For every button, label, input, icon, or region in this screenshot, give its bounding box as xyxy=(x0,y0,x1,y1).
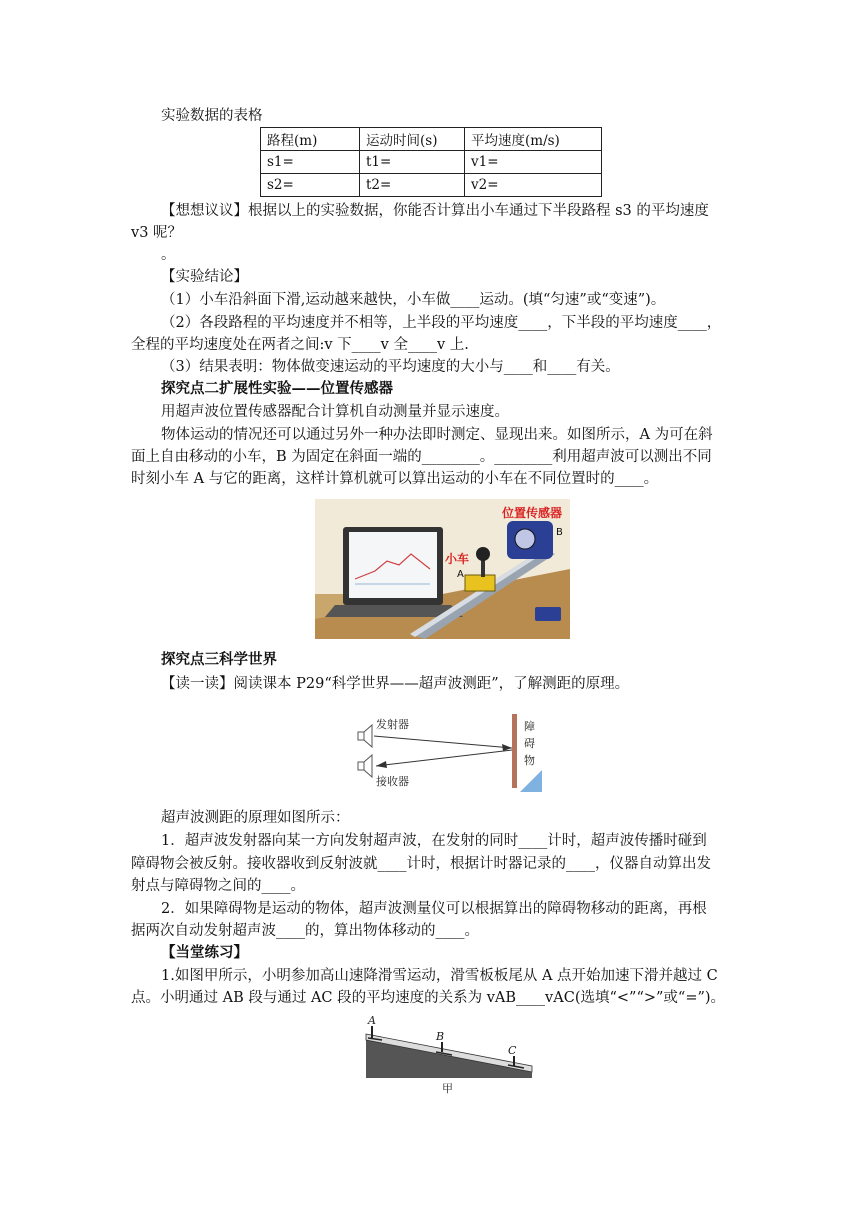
conclusion-3: （3）结果表明：物体做变速运动的平均速度的大小与____和____有关。 xyxy=(161,359,620,375)
section2-p1: 用超声波位置传感器配合计算机自动测量并显示速度。 xyxy=(161,404,509,420)
receiver-speaker-icon xyxy=(358,755,372,777)
conclusion-1: （1）小车沿斜面下滑,运动越来越快，小车做____运动。(填“匀速”或“变速”)。 xyxy=(161,292,666,308)
section3-intro: 超声波测距的原理如图所示： xyxy=(161,810,350,826)
point-b-label: B xyxy=(436,1030,445,1043)
point-a-label: A xyxy=(368,1014,376,1027)
conclusion-heading: 【实验结论】 xyxy=(161,269,248,285)
sensor-icon xyxy=(507,521,553,559)
obstacle-label-3: 物 xyxy=(524,754,535,767)
table-cell: s1= xyxy=(261,151,360,174)
obstacle-label-1: 障 xyxy=(524,720,535,733)
practice-q1b: 点。小明通过 AB 段与通过 AC 段的平均速度的关系为 vAB____vAC(选填“<”“>”或“=”)。 xyxy=(131,990,726,1006)
header-time: 运动时间(s) xyxy=(360,128,465,151)
section3-p2b: 据两次自动发射超声波____的，算出物体移动的____。 xyxy=(131,923,479,939)
discuss-line-2: v3 呢？ xyxy=(131,225,183,241)
section2-p2a: 物体运动的情况还可以通过另外一种办法即时测定、显现出来。如图所示，A 为可在斜 xyxy=(161,427,713,443)
arrow-icon xyxy=(376,761,387,768)
label-a: A xyxy=(457,569,464,580)
section3-p1c: 射点与障碍物之间的____。 xyxy=(131,878,305,894)
discuss-line-1: 【想想议议】根据以上的实验数据，你能否计算出小车通过下半段路程 s3 的平均速度 xyxy=(161,203,709,219)
label-car: 小车 xyxy=(445,552,470,566)
table-cell: v1= xyxy=(465,151,602,174)
data-table xyxy=(260,127,602,197)
sensor-photo xyxy=(315,499,570,639)
table-cell: t1= xyxy=(360,151,465,174)
discuss-line-3: 。 xyxy=(161,247,176,263)
section3-p2a: 2．如果障碍物是运动的物体，超声波测量仪可以根据算出的障碍物移动的距离，再根 xyxy=(161,901,707,917)
table-row xyxy=(261,174,602,197)
obstacle-label-2: 碍 xyxy=(524,737,535,750)
table-row xyxy=(261,151,602,174)
section2-heading: 探究点二扩展性实验——位置传感器 xyxy=(161,380,393,397)
section2-p2b: 面上自由移动的小车，B 为固定在斜面一端的________。________利用超声波可以测出不同 xyxy=(131,449,712,465)
section3-p1b: 障碍物会被反射。接收器收到反射波就____计时，根据计时器记录的____，仪器自动算出发 xyxy=(131,856,711,872)
receiver-label: 接收器 xyxy=(376,775,409,788)
figure-caption: 甲 xyxy=(442,1082,453,1095)
ultrasonic-diagram xyxy=(352,712,547,794)
emitter-speaker-icon xyxy=(358,725,372,747)
conclusion-2a: （2）各段路程的平均速度并不相等，上半段的平均速度____，下半段的平均速度____， xyxy=(161,315,722,331)
table-caption: 实验数据的表格 xyxy=(161,108,263,124)
header-speed: 平均速度(m/s) xyxy=(465,128,602,151)
header-distance: 路程(m) xyxy=(261,128,360,151)
table-cell: t2= xyxy=(360,174,465,197)
emitter-label: 发射器 xyxy=(376,718,409,731)
conclusion-2b: 全程的平均速度处在两者之间:v 下____v 全____v 上. xyxy=(131,337,469,353)
practice-q1a: 1.如图甲所示，小明参加高山速降滑雪运动，滑雪板板尾从 A 点开始加速下滑并越过 C xyxy=(161,968,718,984)
interface-box-icon xyxy=(535,607,561,621)
label-b: B xyxy=(556,527,563,538)
section3-heading: 探究点三科学世界 xyxy=(161,651,277,668)
table-header-row xyxy=(261,128,602,151)
obstacle-wall xyxy=(512,714,517,788)
section3-read: 【读一读】阅读课本 P29“科学世界——超声波测距”，了解测距的原理。 xyxy=(161,676,630,692)
laptop-icon xyxy=(325,527,463,617)
practice-heading: 【当堂练习】 xyxy=(161,944,248,961)
table-cell: v2= xyxy=(465,174,602,197)
ski-slope-figure xyxy=(360,1012,540,1098)
section2-p2c: 时刻小车 A 与它的距离，这样计算机就可以算出运动的小车在不同位置时的____。 xyxy=(131,471,659,487)
table-cell: s2= xyxy=(261,174,360,197)
point-c-label: C xyxy=(508,1044,517,1057)
section3-p1a: 1．超声波发射器向某一方向发射超声波，在发射的同时____计时，超声波传播时碰到 xyxy=(161,833,707,849)
label-sensor: 位置传感器 xyxy=(502,506,563,520)
